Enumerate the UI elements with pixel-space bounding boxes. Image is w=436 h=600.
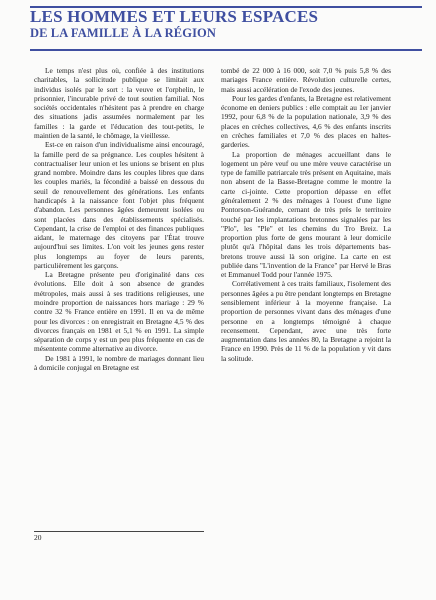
paragraph: Le temps n'est plus où, confiée à des institutions charitables, la sollicitude publique se limitait aux individus isolés par le sort : la veuve et l'orphelin, le prisonnier, l'incurable privé de tout soutien familial. Nos sociétés occidentales n'hésitent pas à prendre en charge des situations jadis assumées normalement par les familles : la garde et l'éducation des tout-petits, le maintien de la santé, le chômage, la vieillesse. xyxy=(34,66,204,140)
page-header xyxy=(30,8,430,40)
paragraph: Pour les gardes d'enfants, la Bretagne est relativement économe en deniers publics : elle comptait au 1er janvier 1992, pour 6,8 % de la population nationale, 3,9 % des places en crèches collectives, 4,6 % des enfants inscrits en crèches familiales et 7,0 % des places en haltes-garderies. xyxy=(221,93,391,150)
left-column xyxy=(34,66,204,372)
paragraph: La proportion de ménages accueillant dans le logement un père veuf ou une mère veuve caractérise un type de famille patriarcale très présent en Aquitaine, mais non absent de la Basse-Bretagne comme le montre la carte ci-jointe. Cette proportion dépasse en effet généralement 2 % des ménages à l'ouest d'une ligne Pontorson-Guérande, cernant de très près le territoire touché par les implantations bretonnes signalées par les "Plo", les "Ple" et les chemins du Tro Breiz. La proportion plus forte de gens mourant à leur domicile plutôt qu'à l'hôpital dans les trois départements bas-bretons trouve aussi là son origine. La carte en est publiée dans "L'invention de la France" par Hervé le Bras et Emmanuel Todd pour l'année 1975. xyxy=(221,149,391,280)
paragraph: De 1981 à 1991, le nombre de mariages donnant lieu à domicile conjugal en Bretagne est xyxy=(34,353,204,372)
page-number: 20 xyxy=(34,533,42,542)
page-title: LES HOMMES ET LEURS ESPACES xyxy=(30,7,319,26)
page-subtitle: DE LA FAMILLE À LA RÉGION xyxy=(30,26,216,40)
header-bottom-rule xyxy=(30,49,422,51)
footer-rule xyxy=(34,531,204,532)
paragraph: La Bretagne présente peu d'originalité dans ces évolutions. Elle doit à son absence de grandes métropoles, mais aussi à ses traditions religieuses, une moindre proportion de naissances hors mariage : 29 % contre 32 % France entière en 1991. Il en va de même pour les divorces : on enregistrait en Bretagne 4,5 % des divorces français en 1981 et 5,1 % en 1991. La simple séparation de corps y est un peu plus fréquente en cas de mésentente comme alternative au divorce. xyxy=(34,270,204,354)
paragraph: Corrélativement à ces traits familiaux, l'isolement des personnes âgées a pu être pendant longtemps en Bretagne sensiblement inférieur à la moyenne française. La proportion de personnes vivant dans des ménages d'une personne en a longtemps témoigné à chaque recensement. Cependant, avec une très forte augmentation dans les années 80, la Bretagne a rejoint la France en 1990. Près de 11 % de la population y vit dans la solitude. xyxy=(221,279,391,363)
paragraph: Est-ce en raison d'un individualisme ainsi encouragé, la famille perd de sa prégnance. Les couples hésitent à contractualiser leur union et les unions se brisent en plus grand nombre. Moindre dans les couples libres que dans les couples mariés, la fécondité a baissé en dessous du seuil de renouvellement des générations. Les enfants handicapés à la naissance font l'objet plus fréquent d'abandon. Les personnes âgées demeurent isolées ou sont placées dans des établissements spécialisés. Cependant, la crise de l'emploi et des finances publiques aidant, le maternage des citoyens par l'État trouve aujourd'hui ses limites. L'on voit les jeunes gens rester plus longtemps au foyer de leurs parents, particulièrement les garçons. xyxy=(34,140,204,270)
paragraph: tombé de 22 000 à 16 000, soit 7,0 % puis 5,8 % des mariages France entière. Révolution culturelle certes, mais aussi accélération de l'exode des jeunes. xyxy=(221,66,391,94)
right-column xyxy=(221,66,391,363)
